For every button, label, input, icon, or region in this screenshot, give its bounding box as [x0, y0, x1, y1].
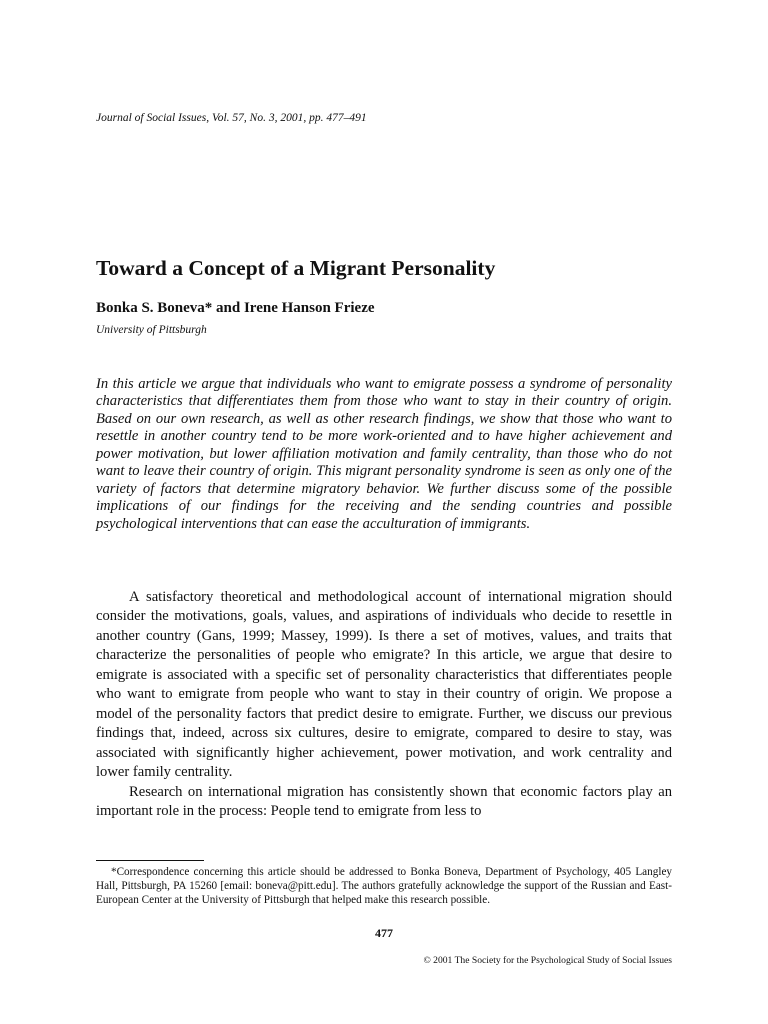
article-title: Toward a Concept of a Migrant Personality	[96, 256, 496, 280]
copyright-notice: © 2001 The Society for the Psychological Study of Social Issues	[423, 955, 672, 966]
body-paragraph: A satisfactory theoretical and methodological account of international migration should consider the motivations, goals, values, and aspirations of individuals who decide to resettle in another country (Gans, 1999; Massey, 1999). Is there a set of motives, values, and traits that characterize the personalities of people who emigrate? In this article, we argue that desire to emigrate is associated with a specific set of personality characteristics that differentiates people who want to emigrate from people who want to stay in their country of origin. We propose a model of the personality factors that predict desire to emigrate. Further, we discuss our previous findings that, indeed, across six cultures, desire to emigrate, compared to desire to stay, was associated with significantly higher achievement, power motivation, and work centrality and lower family centrality.	[96, 589, 672, 781]
journal-citation: Journal of Social Issues, Vol. 57, No. 3, 2001, pp. 477–491	[96, 112, 367, 124]
author-affiliation: University of Pittsburgh	[96, 324, 207, 336]
article-authors: Bonka S. Boneva* and Irene Hanson Frieze	[96, 300, 375, 316]
page-number: 477	[375, 926, 393, 940]
body-paragraph: Research on international migration has consistently shown that economic factors play an important role in the process: People tend to emigrate from less to	[96, 783, 672, 819]
correspondence-footnote: *Correspondence concerning this article should be addressed to Bonka Boneva, Department of Psychology, 405 Langley Hall, Pittsburgh, PA 15260 [email: boneva@pitt.edu]. The authors gratefully acknowledge the support of the Russian and East-European Center at the University of Pittsburgh that helped make this research possible.	[96, 866, 672, 906]
article-body	[96, 588, 672, 821]
article-abstract: In this article we argue that individuals who want to emigrate possess a syndrome of personality characteristics that differentiates them from those who want to stay in their country of origin. Based on our own research, as well as other research findings, we show that those who want to resettle in another country tend to be more work-oriented and to have higher achievement and power motivation, but lower affiliation motivation and family centrality, than those who do not want to leave their country of origin. This migrant personality syndrome is seen as only one of the variety of factors that determine migratory behavior. We further discuss some of the possible implications of our findings for the receiving and the sending countries and possible psychological interventions that can ease the acculturation of immigrants.	[96, 376, 672, 532]
footnote-divider	[96, 860, 204, 861]
